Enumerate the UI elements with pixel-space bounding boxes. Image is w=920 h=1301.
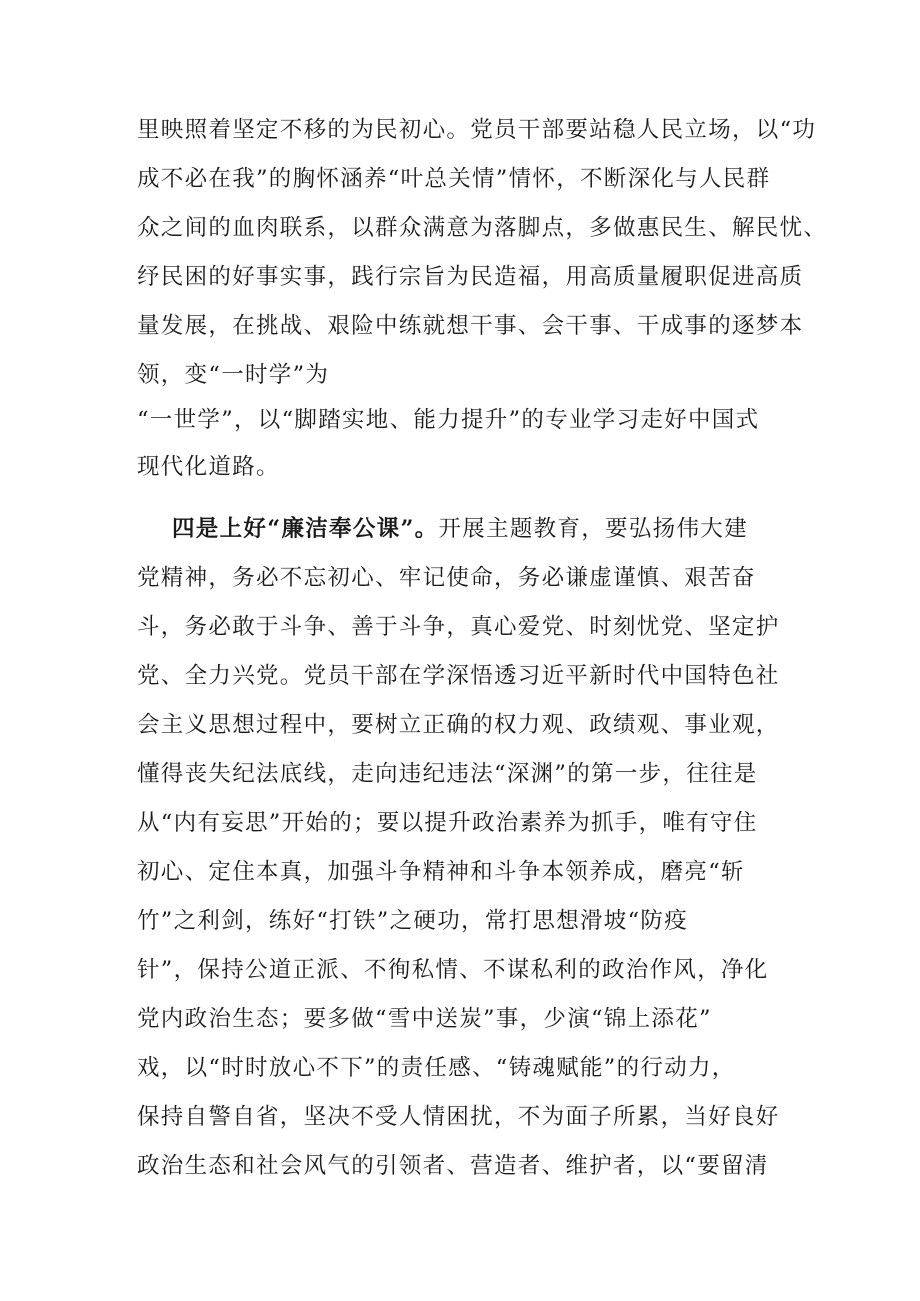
paragraph-line: 领，变“一时学”为 [137,362,330,388]
paragraph-text: 开展主题教育，要弘扬伟大建 [438,516,748,542]
paragraph-line: 从“内有妄思”开始的；要以提升政治素养为抓手，唯有守住 [137,810,758,836]
paragraph-line: 初心、定住本真，加强斗争精神和斗争本领养成，磨亮“斩 [137,859,745,885]
paragraph-line: 现代化道路。 [137,454,280,480]
paragraph-line: 懂得丧失纪法底线，走向违纪违法“深渊”的第一步，往往是 [137,761,758,787]
section-heading: 四是上好“廉洁奉公课”。 [172,516,439,542]
paragraph-line: 戏，以“时时放心不下”的责任感、“铸魂赋能”的行动力， [137,1055,736,1081]
paragraph-line: 里映照着坚定不移的为民初心。党员干部要站稳人民立场，以“功 [137,117,817,143]
paragraph-line: 政治生态和社会风气的引领者、营造者、维护者，以“要留清 [137,1153,769,1179]
paragraph-line: 斗，务必敢于斗争、善于斗争，真心爱党、时刻忧党、坚定护 [137,614,780,640]
paragraph-line: 针”，保持公道正派、不徇私情、不谋私利的政治作风，净化 [137,957,769,983]
paragraph-line: 纾民困的好事实事，践行宗旨为民造福，用高质量履职促进高质 [137,264,804,290]
paragraph-line: 保持自警自省，坚决不受人情困扰，不为面子所累，当好良好 [137,1104,780,1130]
paragraph-line: 成不必在我”的胸怀涵养“叶总关情”情怀，不断深化与人民群 [137,166,771,192]
paragraph-line: 党、全力兴党。党员干部在学深悟透习近平新时代中国特色社 [137,663,780,689]
paragraph-line: 会主义思想过程中，要树立正确的权力观、政绩观、事业观， [137,712,780,738]
paragraph-line: 党内政治生态；要多做“雪中送炭”事，少演“锦上添花” [137,1006,712,1032]
paragraph-line: “一世学”，以“脚踏实地、能力提升”的专业学习走好中国式 [137,407,760,433]
paragraph-line: 量发展，在挑战、艰险中练就想干事、会干事、干成事的逐梦本 [137,313,804,339]
paragraph-line: 竹”之利剑，练好“打铁”之硬功，常打思想滑坡“防疫 [137,908,689,934]
paragraph-line: 党精神，务必不忘初心、牢记使命，务必谦虚谨慎、艰苦奋 [137,565,756,591]
paragraph-line: 众之间的血肉联系，以群众满意为落脚点，多做惠民生、解民忧、 [137,215,828,241]
paragraph-first-line [172,514,748,544]
